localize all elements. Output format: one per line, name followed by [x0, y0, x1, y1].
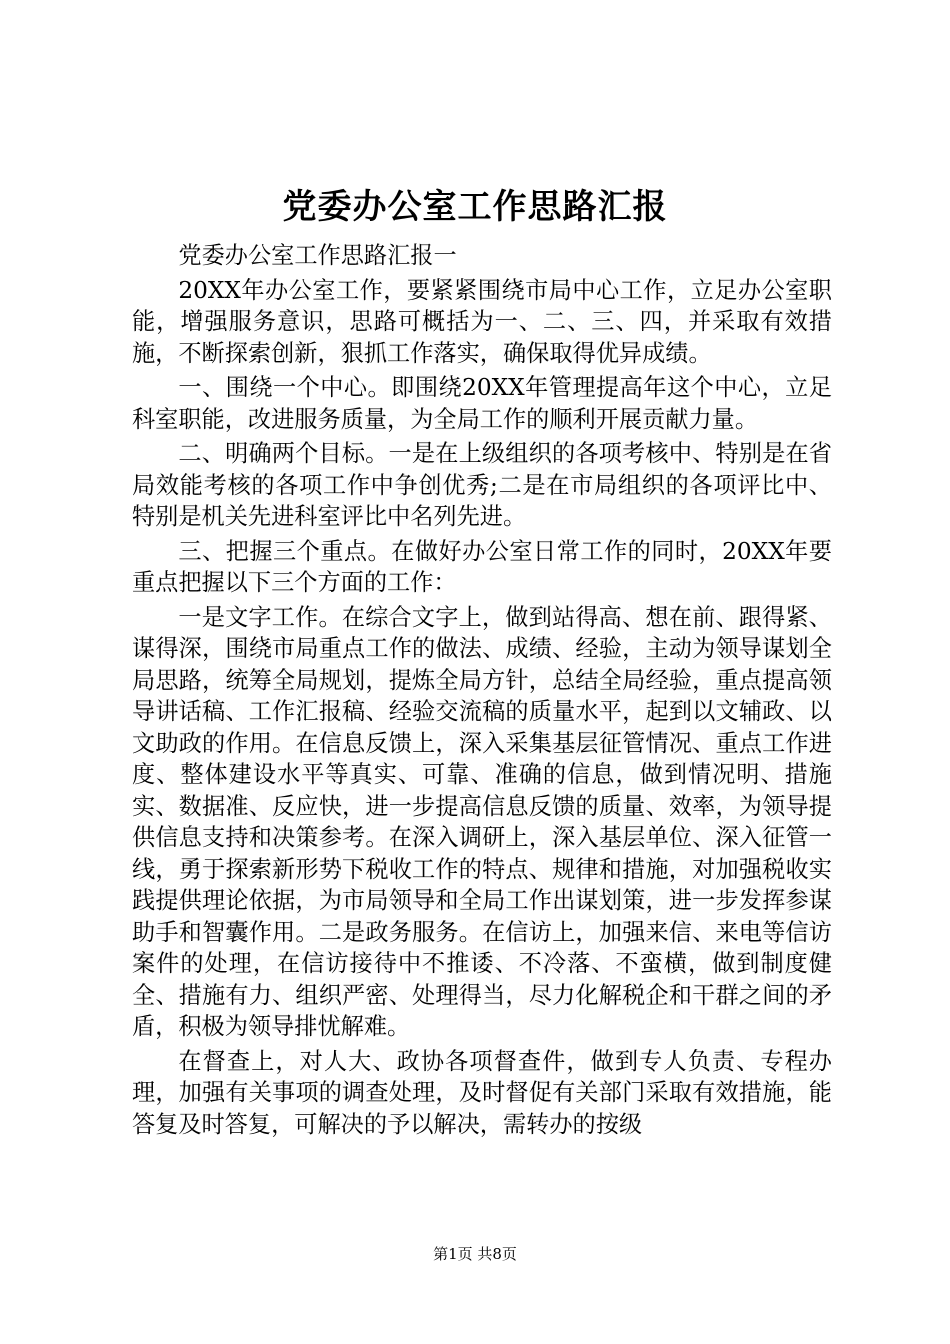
page-footer	[0, 1243, 950, 1265]
paragraph-supervision: 在督查上，对人大、政协各项督查件，做到专人负责、专程办理，加强有关事项的调查处理，及时督促有关部门采取有效措施，能答复及时答复，可解决的予以解决，需转办的按级	[132, 1047, 832, 1138]
document-body	[132, 240, 832, 1143]
paragraph-point-two: 二、明确两个目标。一是在上级组织的各项考核中、特别是在省局效能考核的各项工作中争创优秀;二是在市局组织的各项评比中、特别是机关先进科室评比中名列先进。	[132, 440, 832, 530]
paragraph-subtitle: 党委办公室工作思路汇报一	[178, 242, 457, 269]
page-indicator: 第1页 共8页	[433, 1245, 517, 1263]
paragraph-point-three: 三、把握三个重点。在做好办公室日常工作的同时，20XX年要重点把握以下三个方面的工作：	[132, 537, 832, 596]
paragraph-point-one: 一、围绕一个中心。即围绕20XX年管理提高年这个中心，立足科室职能，改进服务质量，为全局工作的顺利开展贡献力量。	[132, 374, 832, 433]
paragraph-text-work: 一是文字工作。在综合文字上，做到站得高、想在前、跟得紧、谋得深，围绕市局重点工作的做法、成绩、经验，主动为领导谋划全局思路，统筹全局规划，提炼全局方针，总结全局经验，重点提高领导讲话稿、工作汇报稿、经验交流稿的质量水平，起到以文辅政、以文助政的作用。在信息反馈上，深入采集基层征管情况、重点工作进度、整体建设水平等真实、可靠、准确的信息，做到情况明、措施实、数据准、反应快，进一步提高信息反馈的质量、效率，为领导提供信息支持和决策参考。在深入调研上，深入基层单位、深入征管一线，勇于探索新形势下税收工作的特点、规律和措施，对加强税收实践提供理论依据，为市局领导和全局工作出谋划策，进一步发挥参谋助手和智囊作用。二是政务服务。在信访上，加强来信、来电等信访案件的处理，在信访接待中不推诿、不冷落、不蛮横，做到制度健全、措施有力、组织严密、处理得当，尽力化解税企和干群之间的矛盾，积极为领导排忧解难。	[132, 603, 832, 1040]
document-title: 党委办公室工作思路汇报	[282, 187, 668, 227]
paragraph-intro: 20XX年办公室工作，要紧紧围绕市局中心工作，立足办公室职能，增强服务意识，思路可概括为一、二、三、四，并采取有效措施，不断探索创新，狠抓工作落实，确保取得优异成绩。	[132, 276, 832, 367]
